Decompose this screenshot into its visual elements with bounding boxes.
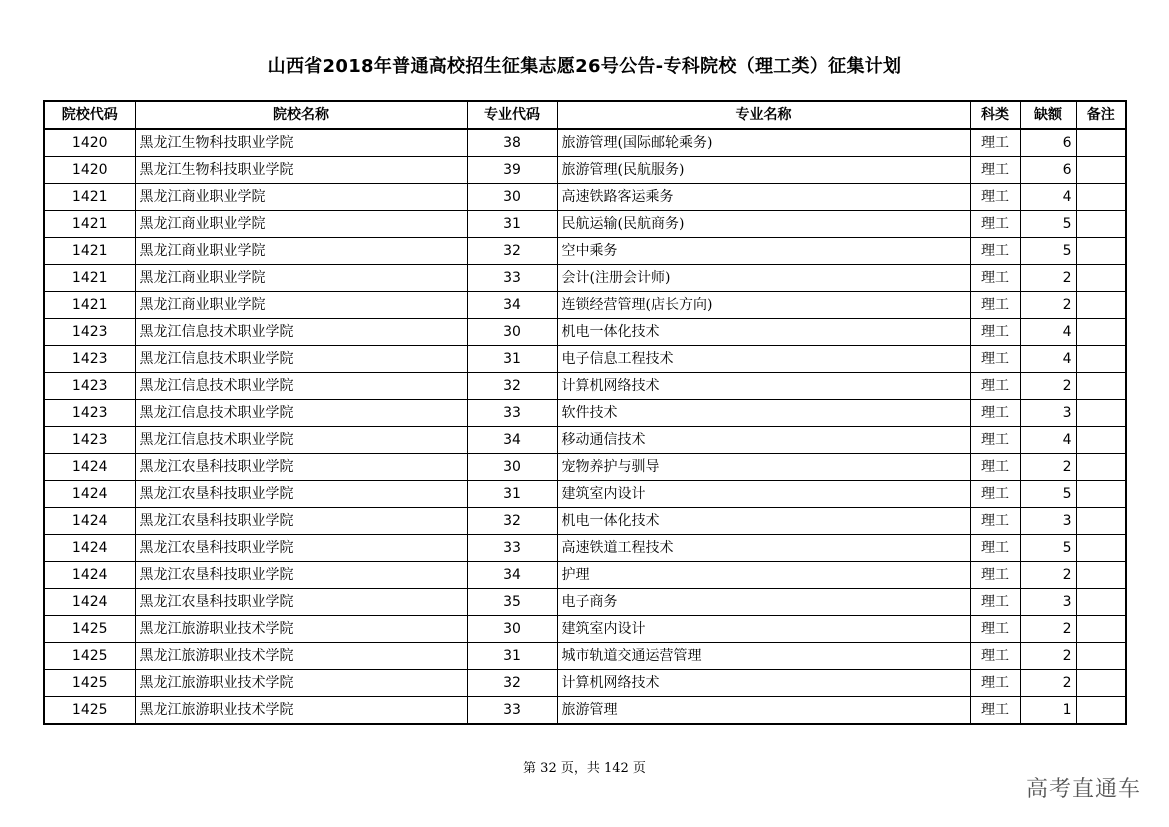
school-name-cell: 黑龙江农垦科技职业学院	[135, 589, 467, 616]
school-code-cell: 1425	[44, 670, 135, 697]
table-row	[44, 238, 1126, 265]
major-code-cell: 30	[467, 616, 557, 643]
major-name-cell: 建筑室内设计	[557, 481, 970, 508]
remarks-cell	[1076, 427, 1126, 454]
category-cell: 理工	[970, 535, 1020, 562]
vacancy-cell: 2	[1020, 670, 1076, 697]
remarks-cell	[1076, 157, 1126, 184]
table-row	[44, 535, 1126, 562]
category-cell: 理工	[970, 562, 1020, 589]
major-code-cell: 31	[467, 211, 557, 238]
major-name-cell: 电子商务	[557, 589, 970, 616]
vacancy-cell: 5	[1020, 535, 1076, 562]
major-code-cell: 32	[467, 373, 557, 400]
vacancy-cell: 2	[1020, 265, 1076, 292]
major-code-cell: 30	[467, 454, 557, 481]
school-name-cell: 黑龙江农垦科技职业学院	[135, 562, 467, 589]
major-name-cell: 会计(注册会计师)	[557, 265, 970, 292]
category-cell: 理工	[970, 238, 1020, 265]
col-header-major-name: 专业名称	[557, 101, 970, 129]
major-code-cell: 33	[467, 535, 557, 562]
major-name-cell: 空中乘务	[557, 238, 970, 265]
vacancy-cell: 4	[1020, 346, 1076, 373]
school-code-cell: 1420	[44, 157, 135, 184]
major-name-cell: 机电一体化技术	[557, 508, 970, 535]
school-name-cell: 黑龙江生物科技职业学院	[135, 157, 467, 184]
school-name-cell: 黑龙江商业职业学院	[135, 238, 467, 265]
school-name-cell: 黑龙江旅游职业技术学院	[135, 643, 467, 670]
remarks-cell	[1076, 562, 1126, 589]
school-code-cell: 1423	[44, 400, 135, 427]
page-number: 第 32 页，共 142 页	[523, 761, 646, 776]
table-row	[44, 157, 1126, 184]
major-code-cell: 38	[467, 129, 557, 157]
vacancy-cell: 2	[1020, 562, 1076, 589]
remarks-cell	[1076, 616, 1126, 643]
table-row	[44, 400, 1126, 427]
major-name-cell: 计算机网络技术	[557, 373, 970, 400]
major-code-cell: 32	[467, 508, 557, 535]
vacancy-cell: 5	[1020, 211, 1076, 238]
table-row	[44, 508, 1126, 535]
major-code-cell: 30	[467, 184, 557, 211]
major-name-cell: 计算机网络技术	[557, 670, 970, 697]
remarks-cell	[1076, 211, 1126, 238]
category-cell: 理工	[970, 211, 1020, 238]
vacancy-cell: 4	[1020, 427, 1076, 454]
major-code-cell: 33	[467, 265, 557, 292]
table-row	[44, 427, 1126, 454]
school-code-cell: 1423	[44, 346, 135, 373]
major-code-cell: 32	[467, 238, 557, 265]
school-name-cell: 黑龙江农垦科技职业学院	[135, 481, 467, 508]
vacancy-cell: 4	[1020, 319, 1076, 346]
table-row	[44, 697, 1126, 725]
school-name-cell: 黑龙江信息技术职业学院	[135, 373, 467, 400]
vacancy-cell: 2	[1020, 454, 1076, 481]
school-code-cell: 1424	[44, 481, 135, 508]
school-name-cell: 黑龙江信息技术职业学院	[135, 346, 467, 373]
school-code-cell: 1423	[44, 427, 135, 454]
col-header-school-code: 院校代码	[44, 101, 135, 129]
watermark-text: 高考直通车	[1025, 777, 1141, 802]
major-name-cell: 电子信息工程技术	[557, 346, 970, 373]
school-name-cell: 黑龙江信息技术职业学院	[135, 319, 467, 346]
school-name-cell: 黑龙江旅游职业技术学院	[135, 670, 467, 697]
major-code-cell: 31	[467, 481, 557, 508]
vacancy-cell: 2	[1020, 292, 1076, 319]
col-header-category: 科类	[970, 101, 1020, 129]
vacancy-cell: 6	[1020, 129, 1076, 157]
vacancy-cell: 1	[1020, 697, 1076, 725]
major-code-cell: 32	[467, 670, 557, 697]
school-name-cell: 黑龙江农垦科技职业学院	[135, 535, 467, 562]
major-code-cell: 33	[467, 400, 557, 427]
school-code-cell: 1424	[44, 454, 135, 481]
enrollment-plan-table	[43, 100, 1127, 725]
header-row	[44, 101, 1126, 129]
major-name-cell: 高速铁道工程技术	[557, 535, 970, 562]
school-name-cell: 黑龙江旅游职业技术学院	[135, 616, 467, 643]
table-row	[44, 211, 1126, 238]
category-cell: 理工	[970, 400, 1020, 427]
vacancy-cell: 2	[1020, 643, 1076, 670]
remarks-cell	[1076, 454, 1126, 481]
remarks-cell	[1076, 346, 1126, 373]
category-cell: 理工	[970, 508, 1020, 535]
category-cell: 理工	[970, 184, 1020, 211]
school-code-cell: 1424	[44, 508, 135, 535]
school-name-cell: 黑龙江旅游职业技术学院	[135, 697, 467, 725]
school-name-cell: 黑龙江农垦科技职业学院	[135, 508, 467, 535]
school-code-cell: 1425	[44, 697, 135, 725]
school-code-cell: 1421	[44, 238, 135, 265]
remarks-cell	[1076, 400, 1126, 427]
major-name-cell: 连锁经营管理(店长方向)	[557, 292, 970, 319]
table-row	[44, 670, 1126, 697]
major-name-cell: 移动通信技术	[557, 427, 970, 454]
school-name-cell: 黑龙江商业职业学院	[135, 265, 467, 292]
category-cell: 理工	[970, 589, 1020, 616]
remarks-cell	[1076, 589, 1126, 616]
remarks-cell	[1076, 292, 1126, 319]
category-cell: 理工	[970, 643, 1020, 670]
table-header	[44, 101, 1126, 129]
school-name-cell: 黑龙江信息技术职业学院	[135, 400, 467, 427]
category-cell: 理工	[970, 670, 1020, 697]
school-code-cell: 1424	[44, 535, 135, 562]
category-cell: 理工	[970, 346, 1020, 373]
school-code-cell: 1425	[44, 616, 135, 643]
major-code-cell: 39	[467, 157, 557, 184]
col-header-vacancy: 缺额	[1020, 101, 1076, 129]
table-row	[44, 265, 1126, 292]
category-cell: 理工	[970, 129, 1020, 157]
school-name-cell: 黑龙江商业职业学院	[135, 211, 467, 238]
remarks-cell	[1076, 265, 1126, 292]
table-row	[44, 562, 1126, 589]
vacancy-cell: 4	[1020, 184, 1076, 211]
major-name-cell: 宠物养护与驯导	[557, 454, 970, 481]
category-cell: 理工	[970, 454, 1020, 481]
document-title: 山西省2018年普通高校招生征集志愿26号公告-专科院校（理工类）征集计划	[267, 56, 902, 77]
vacancy-cell: 3	[1020, 589, 1076, 616]
major-name-cell: 软件技术	[557, 400, 970, 427]
col-header-major-code: 专业代码	[467, 101, 557, 129]
table-row	[44, 346, 1126, 373]
vacancy-cell: 2	[1020, 616, 1076, 643]
category-cell: 理工	[970, 481, 1020, 508]
school-name-cell: 黑龙江农垦科技职业学院	[135, 454, 467, 481]
remarks-cell	[1076, 508, 1126, 535]
category-cell: 理工	[970, 427, 1020, 454]
vacancy-cell: 5	[1020, 481, 1076, 508]
major-code-cell: 30	[467, 319, 557, 346]
major-name-cell: 旅游管理	[557, 697, 970, 725]
major-name-cell: 机电一体化技术	[557, 319, 970, 346]
col-header-remarks: 备注	[1076, 101, 1126, 129]
table-row	[44, 319, 1126, 346]
category-cell: 理工	[970, 373, 1020, 400]
school-code-cell: 1421	[44, 211, 135, 238]
major-code-cell: 31	[467, 346, 557, 373]
school-code-cell: 1423	[44, 319, 135, 346]
school-code-cell: 1421	[44, 292, 135, 319]
school-code-cell: 1421	[44, 184, 135, 211]
school-code-cell: 1421	[44, 265, 135, 292]
remarks-cell	[1076, 319, 1126, 346]
school-name-cell: 黑龙江商业职业学院	[135, 184, 467, 211]
school-code-cell: 1425	[44, 643, 135, 670]
remarks-cell	[1076, 670, 1126, 697]
major-name-cell: 城市轨道交通运营管理	[557, 643, 970, 670]
table-row	[44, 184, 1126, 211]
vacancy-cell: 3	[1020, 400, 1076, 427]
category-cell: 理工	[970, 697, 1020, 725]
vacancy-cell: 5	[1020, 238, 1076, 265]
major-name-cell: 护理	[557, 562, 970, 589]
school-code-cell: 1424	[44, 589, 135, 616]
table-body	[44, 129, 1126, 724]
col-header-school-name: 院校名称	[135, 101, 467, 129]
table-row	[44, 616, 1126, 643]
major-code-cell: 34	[467, 427, 557, 454]
remarks-cell	[1076, 535, 1126, 562]
table-row	[44, 454, 1126, 481]
table-row	[44, 589, 1126, 616]
school-name-cell: 黑龙江信息技术职业学院	[135, 427, 467, 454]
remarks-cell	[1076, 481, 1126, 508]
category-cell: 理工	[970, 319, 1020, 346]
remarks-cell	[1076, 129, 1126, 157]
school-code-cell: 1424	[44, 562, 135, 589]
table-row	[44, 292, 1126, 319]
remarks-cell	[1076, 238, 1126, 265]
major-code-cell: 35	[467, 589, 557, 616]
category-cell: 理工	[970, 616, 1020, 643]
major-code-cell: 31	[467, 643, 557, 670]
major-code-cell: 33	[467, 697, 557, 725]
table-row	[44, 643, 1126, 670]
vacancy-cell: 3	[1020, 508, 1076, 535]
category-cell: 理工	[970, 265, 1020, 292]
school-code-cell: 1423	[44, 373, 135, 400]
category-cell: 理工	[970, 157, 1020, 184]
major-name-cell: 旅游管理(国际邮轮乘务)	[557, 129, 970, 157]
major-name-cell: 建筑室内设计	[557, 616, 970, 643]
major-name-cell: 旅游管理(民航服务)	[557, 157, 970, 184]
remarks-cell	[1076, 643, 1126, 670]
school-name-cell: 黑龙江商业职业学院	[135, 292, 467, 319]
vacancy-cell: 6	[1020, 157, 1076, 184]
major-name-cell: 高速铁路客运乘务	[557, 184, 970, 211]
category-cell: 理工	[970, 292, 1020, 319]
table-row	[44, 373, 1126, 400]
school-code-cell: 1420	[44, 129, 135, 157]
school-name-cell: 黑龙江生物科技职业学院	[135, 129, 467, 157]
major-name-cell: 民航运输(民航商务)	[557, 211, 970, 238]
remarks-cell	[1076, 697, 1126, 725]
major-code-cell: 34	[467, 292, 557, 319]
table-row	[44, 129, 1126, 157]
remarks-cell	[1076, 184, 1126, 211]
remarks-cell	[1076, 373, 1126, 400]
major-code-cell: 34	[467, 562, 557, 589]
vacancy-cell: 2	[1020, 373, 1076, 400]
table-row	[44, 481, 1126, 508]
